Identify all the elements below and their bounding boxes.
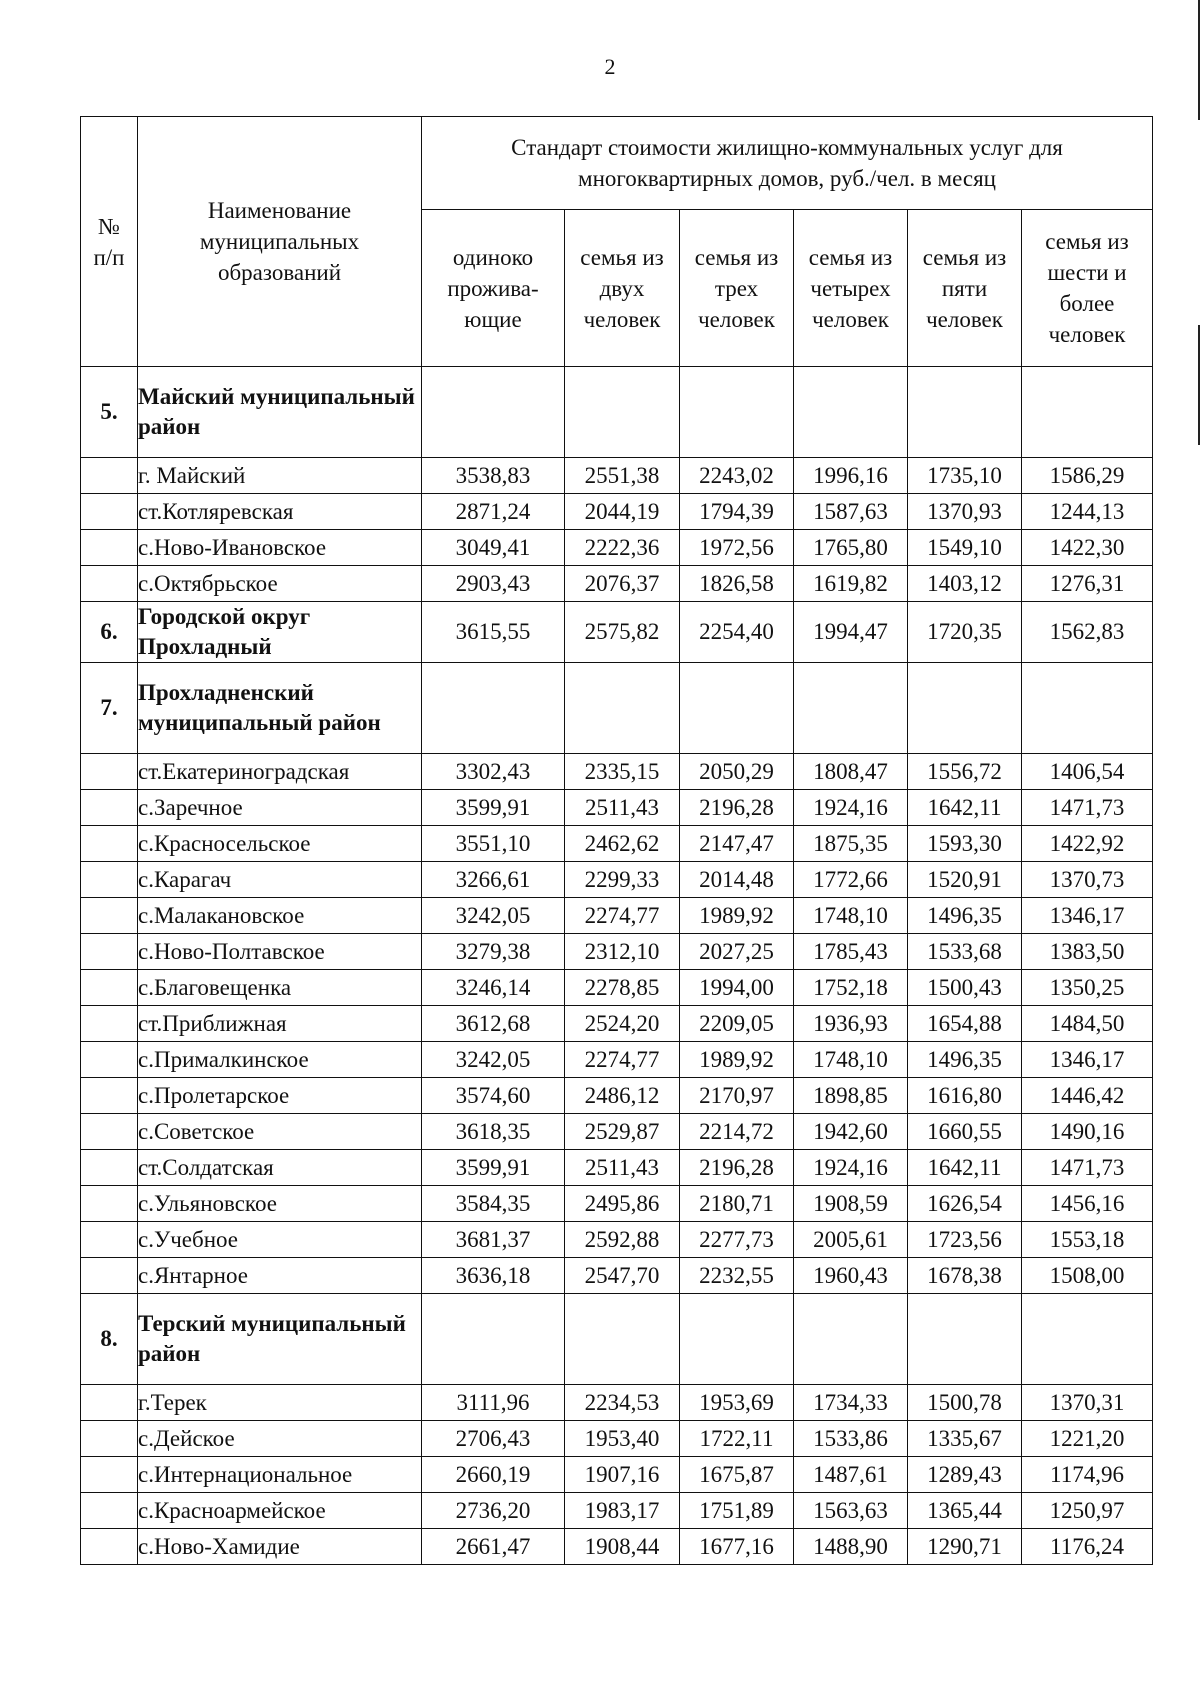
cost-cell: 1174,96	[1022, 1457, 1153, 1493]
table-row	[81, 862, 1153, 898]
cost-cell: 3636,18	[422, 1258, 565, 1294]
municipality-name: с.Ново-Полтавское	[138, 934, 422, 970]
row-number	[81, 1258, 138, 1294]
cost-cell: 1562,83	[1022, 602, 1153, 663]
table-row	[81, 1150, 1153, 1186]
cost-cell: 2299,33	[565, 862, 680, 898]
cost-cell: 2462,62	[565, 826, 680, 862]
cost-cell	[794, 663, 908, 754]
cost-cell: 2196,28	[680, 1150, 794, 1186]
group-row	[81, 663, 1153, 754]
cost-cell: 3302,43	[422, 754, 565, 790]
cost-cell	[908, 367, 1022, 458]
cost-cell	[1022, 663, 1153, 754]
table-row	[81, 970, 1153, 1006]
table-row	[81, 934, 1153, 970]
cost-cell: 1250,97	[1022, 1493, 1153, 1529]
cost-cell: 1619,82	[794, 566, 908, 602]
cost-cell	[908, 1294, 1022, 1385]
header-col-5: семья из пяти человек	[908, 210, 1022, 367]
cost-cell: 2044,19	[565, 494, 680, 530]
table-row	[81, 494, 1153, 530]
cost-cell: 1446,42	[1022, 1078, 1153, 1114]
cost-cell: 2524,20	[565, 1006, 680, 1042]
cost-cell: 1422,30	[1022, 530, 1153, 566]
row-number	[81, 934, 138, 970]
cost-cell: 1660,55	[908, 1114, 1022, 1150]
table-row	[81, 1006, 1153, 1042]
cost-cell: 1642,11	[908, 790, 1022, 826]
cost-cell: 2243,02	[680, 458, 794, 494]
cost-cell: 1365,44	[908, 1493, 1022, 1529]
cost-cell: 1677,16	[680, 1529, 794, 1565]
cost-cell: 1456,16	[1022, 1186, 1153, 1222]
header-group-title: Стандарт стоимости жилищно-коммунальных услуг для многоквартирных домов, руб./чел. в месяц	[422, 117, 1153, 210]
table-row	[81, 1114, 1153, 1150]
cost-cell: 2486,12	[565, 1078, 680, 1114]
table-row	[81, 1078, 1153, 1114]
cost-cell: 1960,43	[794, 1258, 908, 1294]
municipality-name: с.Ульяновское	[138, 1186, 422, 1222]
table-row	[81, 1186, 1153, 1222]
municipality-name: г.Терек	[138, 1385, 422, 1421]
table-row	[81, 1457, 1153, 1493]
municipality-name: с.Карагач	[138, 862, 422, 898]
cost-cell: 1370,31	[1022, 1385, 1153, 1421]
cost-cell: 3111,96	[422, 1385, 565, 1421]
row-number	[81, 970, 138, 1006]
cost-cell: 1942,60	[794, 1114, 908, 1150]
header-col-6: семья из шести и более человек	[1022, 210, 1153, 367]
cost-cell: 1500,78	[908, 1385, 1022, 1421]
cost-cell: 2661,47	[422, 1529, 565, 1565]
cost-cell: 1370,73	[1022, 862, 1153, 898]
cost-cell: 1403,12	[908, 566, 1022, 602]
cost-cell: 1994,00	[680, 970, 794, 1006]
header-col-3: семья из трех человек	[680, 210, 794, 367]
cost-cell: 2180,71	[680, 1186, 794, 1222]
cost-cell: 1983,17	[565, 1493, 680, 1529]
cost-cell: 2575,82	[565, 602, 680, 663]
cost-cell: 2592,88	[565, 1222, 680, 1258]
cost-cell: 1553,18	[1022, 1222, 1153, 1258]
cost-cell: 1826,58	[680, 566, 794, 602]
cost-cell: 3279,38	[422, 934, 565, 970]
cost-cell: 1556,72	[908, 754, 1022, 790]
cost-cell: 1549,10	[908, 530, 1022, 566]
cost-cell: 1484,50	[1022, 1006, 1153, 1042]
cost-cell: 1723,56	[908, 1222, 1022, 1258]
row-number	[81, 530, 138, 566]
cost-cell: 2660,19	[422, 1457, 565, 1493]
cost-cell: 1720,35	[908, 602, 1022, 663]
cost-cell: 1642,11	[908, 1150, 1022, 1186]
table-row	[81, 566, 1153, 602]
cost-cell: 1533,68	[908, 934, 1022, 970]
municipality-name: с.Малакановское	[138, 898, 422, 934]
cost-cell: 1748,10	[794, 1042, 908, 1078]
cost-cell: 2076,37	[565, 566, 680, 602]
cost-cell: 1785,43	[794, 934, 908, 970]
row-number: 6.	[81, 602, 138, 663]
cost-cell: 1616,80	[908, 1078, 1022, 1114]
row-number	[81, 826, 138, 862]
cost-cell: 1496,35	[908, 1042, 1022, 1078]
cost-cell: 1794,39	[680, 494, 794, 530]
table-header	[81, 117, 1153, 367]
cost-cell: 1996,16	[794, 458, 908, 494]
cost-cell	[565, 663, 680, 754]
row-number	[81, 1006, 138, 1042]
cost-cell: 1734,33	[794, 1385, 908, 1421]
cost-cell: 3538,83	[422, 458, 565, 494]
cost-cell: 3049,41	[422, 530, 565, 566]
cost-cell: 3615,55	[422, 602, 565, 663]
cost-cell: 1678,38	[908, 1258, 1022, 1294]
cost-cell: 1487,61	[794, 1457, 908, 1493]
cost-cell: 1221,20	[1022, 1421, 1153, 1457]
cost-cell: 2050,29	[680, 754, 794, 790]
cost-cell: 3599,91	[422, 1150, 565, 1186]
cost-cell: 1772,66	[794, 862, 908, 898]
cost-cell: 1654,88	[908, 1006, 1022, 1042]
cost-cell: 1471,73	[1022, 1150, 1153, 1186]
cost-cell	[1022, 1294, 1153, 1385]
table-row	[81, 754, 1153, 790]
municipality-name: Городской округ Прохладный	[138, 602, 422, 663]
table-row	[81, 790, 1153, 826]
header-col-2: семья из двух человек	[565, 210, 680, 367]
row-number	[81, 1042, 138, 1078]
cost-cell: 1953,69	[680, 1385, 794, 1421]
cost-cell: 2170,97	[680, 1078, 794, 1114]
cost-cell: 1989,92	[680, 1042, 794, 1078]
row-number	[81, 1421, 138, 1457]
municipality-name: ст.Котляревская	[138, 494, 422, 530]
table-body	[81, 367, 1153, 1565]
cost-cell: 3242,05	[422, 898, 565, 934]
cost-cell: 1563,63	[794, 1493, 908, 1529]
cost-cell: 2903,43	[422, 566, 565, 602]
cost-cell: 2232,55	[680, 1258, 794, 1294]
cost-cell: 1587,63	[794, 494, 908, 530]
row-number	[81, 1493, 138, 1529]
cost-cell: 1520,91	[908, 862, 1022, 898]
municipality-name: ст.Екатериноградская	[138, 754, 422, 790]
cost-cell: 1289,43	[908, 1457, 1022, 1493]
cost-cell: 1751,89	[680, 1493, 794, 1529]
cost-cell: 1748,10	[794, 898, 908, 934]
header-col-4: семья из четырех человек	[794, 210, 908, 367]
municipality-name: Майский муниципальный район	[138, 367, 422, 458]
header-col-1: одиноко прожива-ющие	[422, 210, 565, 367]
row-number	[81, 1457, 138, 1493]
group-row	[81, 602, 1153, 663]
cost-cell	[680, 367, 794, 458]
cost-cell: 2335,15	[565, 754, 680, 790]
cost-cell: 2871,24	[422, 494, 565, 530]
cost-cell: 3266,61	[422, 862, 565, 898]
municipality-name: с.Ново-Хамидие	[138, 1529, 422, 1565]
row-number: 8.	[81, 1294, 138, 1385]
cost-cell: 3612,68	[422, 1006, 565, 1042]
municipality-name: с.Интернациональное	[138, 1457, 422, 1493]
row-number	[81, 566, 138, 602]
cost-cell	[422, 367, 565, 458]
row-number	[81, 790, 138, 826]
cost-cell: 2529,87	[565, 1114, 680, 1150]
municipality-name: с.Дейское	[138, 1421, 422, 1457]
cost-cell	[1022, 367, 1153, 458]
cost-cell: 3599,91	[422, 790, 565, 826]
cost-cell: 1765,80	[794, 530, 908, 566]
cost-cell: 2214,72	[680, 1114, 794, 1150]
municipality-name: г. Майский	[138, 458, 422, 494]
table-row	[81, 1258, 1153, 1294]
row-number	[81, 458, 138, 494]
cost-cell: 1422,92	[1022, 826, 1153, 862]
cost-cell: 1176,24	[1022, 1529, 1153, 1565]
cost-cell: 1908,44	[565, 1529, 680, 1565]
cost-cell: 2278,85	[565, 970, 680, 1006]
municipality-name: с.Октябрьское	[138, 566, 422, 602]
cost-cell: 2495,86	[565, 1186, 680, 1222]
cost-cell: 3574,60	[422, 1078, 565, 1114]
table-row	[81, 826, 1153, 862]
cost-cell: 1370,93	[908, 494, 1022, 530]
cost-cell: 3584,35	[422, 1186, 565, 1222]
municipality-name: с.Прималкинское	[138, 1042, 422, 1078]
cost-cell: 2551,38	[565, 458, 680, 494]
cost-cell: 3618,35	[422, 1114, 565, 1150]
cost-cell	[422, 663, 565, 754]
row-number: 7.	[81, 663, 138, 754]
municipality-name: с.Советское	[138, 1114, 422, 1150]
municipality-name: ст.Приближная	[138, 1006, 422, 1042]
municipality-name: с.Пролетарское	[138, 1078, 422, 1114]
cost-cell: 1244,13	[1022, 494, 1153, 530]
row-number	[81, 1222, 138, 1258]
cost-cell: 1989,92	[680, 898, 794, 934]
table-row	[81, 1222, 1153, 1258]
row-number	[81, 1186, 138, 1222]
table-row	[81, 1493, 1153, 1529]
cost-cell: 2196,28	[680, 790, 794, 826]
cost-cell: 1335,67	[908, 1421, 1022, 1457]
cost-cell	[908, 663, 1022, 754]
cost-cell: 1500,43	[908, 970, 1022, 1006]
cost-cell: 2147,47	[680, 826, 794, 862]
cost-cell: 1675,87	[680, 1457, 794, 1493]
table-row	[81, 530, 1153, 566]
row-number	[81, 1114, 138, 1150]
cost-cell: 2706,43	[422, 1421, 565, 1457]
table-row	[81, 1385, 1153, 1421]
cost-cell: 3242,05	[422, 1042, 565, 1078]
table-row	[81, 1529, 1153, 1565]
cost-cell	[565, 1294, 680, 1385]
cost-cell: 1406,54	[1022, 754, 1153, 790]
municipality-name: с.Красноармейское	[138, 1493, 422, 1529]
cost-cell: 2312,10	[565, 934, 680, 970]
table-row	[81, 898, 1153, 934]
tariff-table	[80, 116, 1153, 1565]
cost-cell: 1471,73	[1022, 790, 1153, 826]
cost-cell: 1496,35	[908, 898, 1022, 934]
cost-cell	[680, 663, 794, 754]
row-number	[81, 1150, 138, 1186]
cost-cell: 1936,93	[794, 1006, 908, 1042]
cost-cell: 3551,10	[422, 826, 565, 862]
cost-cell	[794, 367, 908, 458]
cost-cell: 1907,16	[565, 1457, 680, 1493]
cost-cell	[680, 1294, 794, 1385]
cost-cell: 1735,10	[908, 458, 1022, 494]
group-row	[81, 367, 1153, 458]
row-number	[81, 898, 138, 934]
row-number	[81, 1529, 138, 1565]
cost-cell: 1752,18	[794, 970, 908, 1006]
table-row	[81, 458, 1153, 494]
cost-cell: 2547,70	[565, 1258, 680, 1294]
cost-cell	[794, 1294, 908, 1385]
cost-cell: 1346,17	[1022, 898, 1153, 934]
table-row	[81, 1421, 1153, 1457]
municipality-name: с.Учебное	[138, 1222, 422, 1258]
cost-cell: 1350,25	[1022, 970, 1153, 1006]
cost-cell: 2234,53	[565, 1385, 680, 1421]
cost-cell: 2005,61	[794, 1222, 908, 1258]
cost-cell: 2027,25	[680, 934, 794, 970]
cost-cell: 1586,29	[1022, 458, 1153, 494]
cost-cell: 1953,40	[565, 1421, 680, 1457]
cost-cell: 2222,36	[565, 530, 680, 566]
header-num: № п/п	[81, 117, 138, 367]
cost-cell: 2209,05	[680, 1006, 794, 1042]
cost-cell: 1490,16	[1022, 1114, 1153, 1150]
cost-cell: 2277,73	[680, 1222, 794, 1258]
cost-cell: 1346,17	[1022, 1042, 1153, 1078]
cost-cell	[422, 1294, 565, 1385]
cost-cell: 1898,85	[794, 1078, 908, 1114]
row-number	[81, 494, 138, 530]
row-number: 5.	[81, 367, 138, 458]
cost-cell: 2014,48	[680, 862, 794, 898]
municipality-name: с.Заречное	[138, 790, 422, 826]
cost-cell: 2736,20	[422, 1493, 565, 1529]
cost-cell: 1994,47	[794, 602, 908, 663]
page-number: 2	[604, 54, 616, 79]
row-number	[81, 1078, 138, 1114]
cost-cell: 1924,16	[794, 790, 908, 826]
cost-cell: 1593,30	[908, 826, 1022, 862]
cost-cell: 1383,50	[1022, 934, 1153, 970]
municipality-name: с.Красносельское	[138, 826, 422, 862]
municipality-name: Прохладненский муниципальный район	[138, 663, 422, 754]
cost-cell: 1875,35	[794, 826, 908, 862]
cost-cell: 1972,56	[680, 530, 794, 566]
municipality-name: Терский муниципальный район	[138, 1294, 422, 1385]
cost-cell	[565, 367, 680, 458]
cost-cell: 2274,77	[565, 1042, 680, 1078]
cost-cell: 2511,43	[565, 790, 680, 826]
cost-cell: 1808,47	[794, 754, 908, 790]
cost-cell: 2274,77	[565, 898, 680, 934]
municipality-name: ст.Солдатская	[138, 1150, 422, 1186]
cost-cell: 1924,16	[794, 1150, 908, 1186]
cost-cell: 1626,54	[908, 1186, 1022, 1222]
cost-cell: 2511,43	[565, 1150, 680, 1186]
cost-cell: 3681,37	[422, 1222, 565, 1258]
group-row	[81, 1294, 1153, 1385]
header-name: Наименование муниципальных образований	[138, 117, 422, 367]
cost-cell: 3246,14	[422, 970, 565, 1006]
cost-cell: 1488,90	[794, 1529, 908, 1565]
cost-cell: 1508,00	[1022, 1258, 1153, 1294]
cost-cell: 1722,11	[680, 1421, 794, 1457]
cost-cell: 1533,86	[794, 1421, 908, 1457]
municipality-name: с.Благовещенка	[138, 970, 422, 1006]
cost-cell: 2254,40	[680, 602, 794, 663]
row-number	[81, 862, 138, 898]
row-number	[81, 754, 138, 790]
municipality-name: с.Янтарное	[138, 1258, 422, 1294]
table-row	[81, 1042, 1153, 1078]
municipality-name: с.Ново-Ивановское	[138, 530, 422, 566]
row-number	[81, 1385, 138, 1421]
cost-cell: 1290,71	[908, 1529, 1022, 1565]
cost-cell: 1276,31	[1022, 566, 1153, 602]
cost-cell: 1908,59	[794, 1186, 908, 1222]
